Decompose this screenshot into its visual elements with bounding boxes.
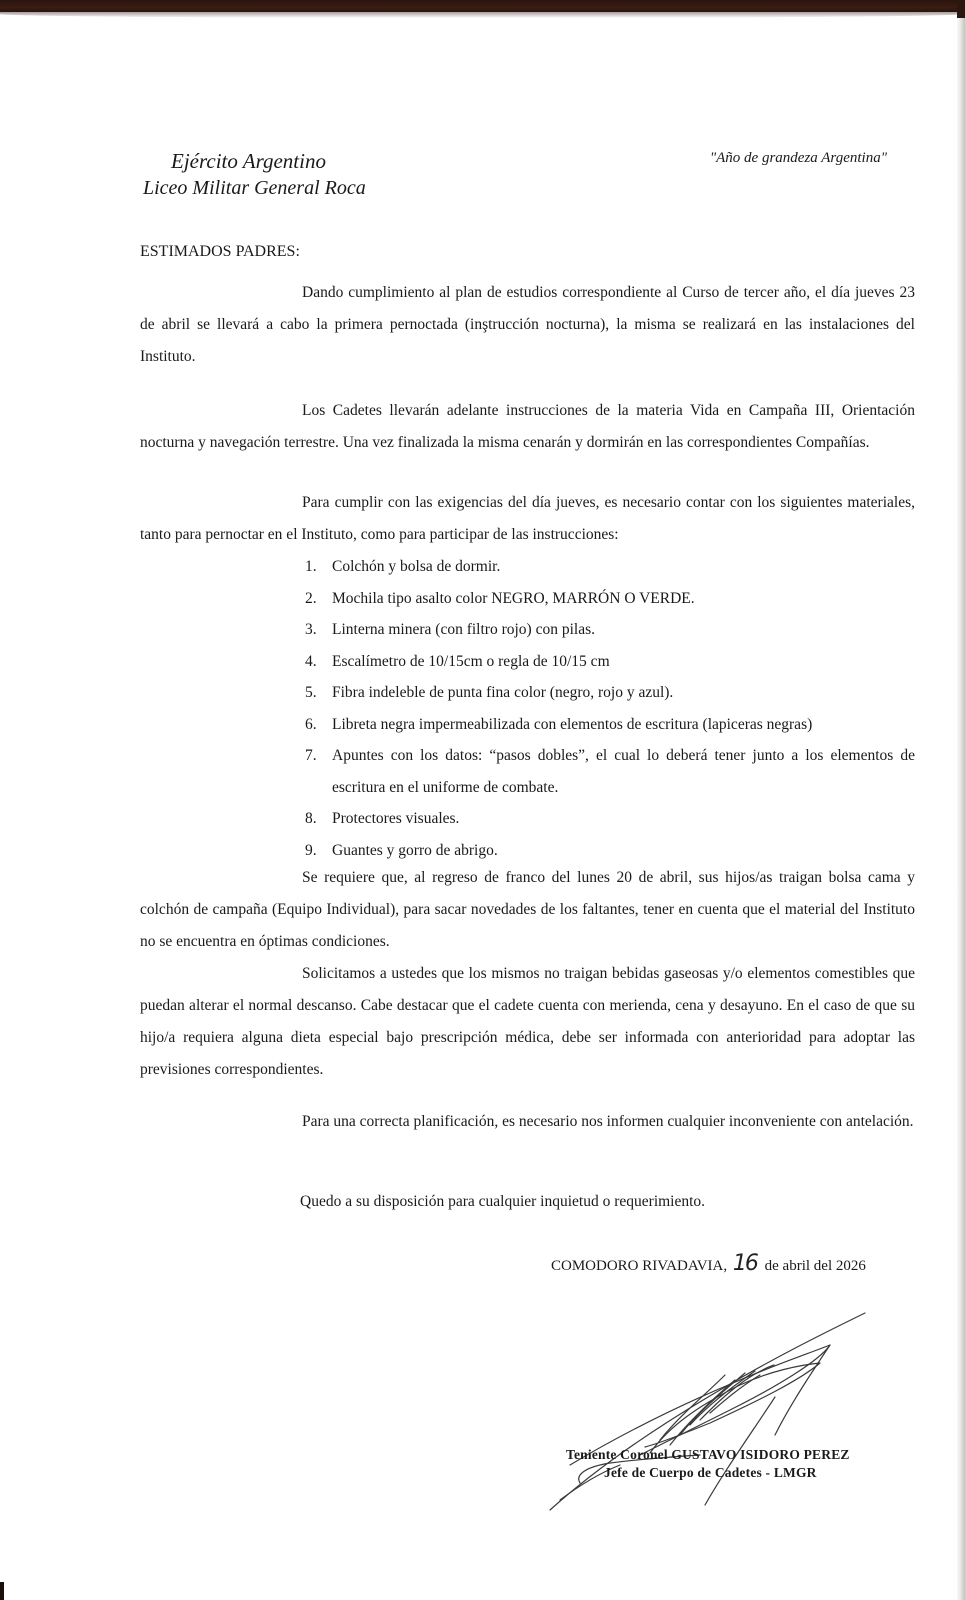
- paragraph: [140, 958, 915, 1086]
- list-number: 9.: [305, 841, 317, 859]
- paragraph: [140, 277, 915, 373]
- list-number: 2.: [305, 589, 317, 607]
- list-item: [305, 740, 915, 803]
- paragraph-text: Se requiere que, al regreso de franco del lunes 20 de abril, sus hijos/as traigan bolsa cama y colchón de campaña (Equipo Individual), para sacar novedades de los faltantes, tener en cuenta que el material del Instituto no se encuentra en óptimas condiciones.: [140, 869, 915, 950]
- list-item: [305, 646, 915, 678]
- paragraph: [140, 1104, 915, 1140]
- salutation: ESTIMADOS PADRES:: [140, 243, 300, 260]
- date-rest: de abril del 2026: [764, 1258, 866, 1274]
- signatory-role: Jefe de Cuerpo de Cadetes - LMGR: [604, 1465, 817, 1480]
- handwritten-signature: [540, 1305, 880, 1515]
- list-text: Mochila tipo asalto color NEGRO, MARRÓN O VERDE.: [332, 589, 695, 607]
- photo-corner: [957, 0, 965, 18]
- list-text: Protectores visuales.: [332, 810, 460, 827]
- paragraph-text: Los Cadetes llevarán adelante instrucciones de la materia Vida en Campaña III, Orientación nocturna y navegación terrestre. Una vez finalizada la misma cenarán y dormirán en las correspondientes Compañías.: [140, 402, 915, 451]
- place: COMODORO RIVADAVIA,: [551, 1258, 728, 1274]
- photo-right-edge: [957, 0, 965, 1600]
- institution-name: Liceo Militar General Roca: [143, 177, 366, 199]
- list-number: 5.: [305, 684, 317, 701]
- list-number: 8.: [305, 810, 317, 827]
- photo-corner: [0, 1582, 4, 1600]
- paragraph-text: Para cumplir con las exigencias del día jueves, es necesario contar con los siguientes materiales, tanto para pernoctar en el Instituto, como para participar de las instrucciones:: [140, 494, 915, 543]
- list-item: [305, 551, 915, 583]
- paragraph-text: Dando cumplimiento al plan de estudios correspondiente al Curso de tercer año, el día jueves 23 de abril se llevará a cabo la primera pernoctada (inştrucción nocturna), la misma se realizará en las instalaciones del Instituto.: [140, 284, 915, 365]
- paragraph: [140, 395, 915, 459]
- list-text: Colchón y bolsa de dormir.: [332, 558, 501, 575]
- year-motto: "Año de grandeza Argentina": [709, 150, 887, 166]
- list-number: 4.: [305, 652, 317, 670]
- list-text: Guantes y gorro de abrigo.: [332, 841, 498, 859]
- list-number: 3.: [305, 621, 317, 638]
- paragraph-text: Solicitamos a ustedes que los mismos no traigan bebidas gaseosas y/o elementos comestibles que puedan alterar el normal descanso. Cabe destacar que el cadete cuenta con merienda, cena y desayuno. En el caso de que su hijo/a requiera alguna dieta especial bajo prescripción médica, debe ser informada con anterioridad para adoptar las previsiones correspondientes.: [140, 965, 915, 1078]
- closing-line: Quedo a su disposición para cualquier inquietud o requerimiento.: [300, 1193, 706, 1210]
- list-item: [305, 677, 915, 709]
- paragraph: [140, 862, 915, 958]
- list-item: [305, 614, 915, 646]
- list-text: Apuntes con los datos: “pasos dobles”, el cual lo deberá tener junto a los elementos de escritura en el uniforme de combate.: [332, 747, 915, 796]
- materials-list: [305, 551, 915, 866]
- organization-name: Ejército Argentino: [171, 149, 326, 173]
- letterhead: [143, 148, 366, 202]
- list-number: 7.: [305, 747, 317, 764]
- list-text: Escalímetro de 10/15cm o regla de 10/15 cm: [332, 652, 610, 670]
- list-text: Fibra indeleble de punta fina color (negro, rojo y azul).: [332, 684, 674, 701]
- list-number: 6.: [305, 715, 317, 733]
- list-item: [305, 709, 915, 741]
- list-text: Linterna minera (con filtro rojo) con pilas.: [332, 621, 595, 638]
- place-date: [551, 1251, 866, 1276]
- signatory-name: Teniente Coronel GUSTAVO ISIDORO PEREZ: [566, 1447, 850, 1462]
- list-text: Libreta negra impermeabilizada con elementos de escritura (lapiceras negras): [332, 715, 813, 733]
- list-item: [305, 583, 915, 615]
- list-item: [305, 803, 915, 835]
- photo-top-edge: [0, 0, 965, 12]
- paragraph: [140, 487, 915, 551]
- paragraph-text: Para una correcta planificación, es necesario nos informen cualquier inconveniente con antelación.: [302, 1113, 914, 1130]
- list-number: 1.: [305, 558, 317, 575]
- handwritten-day: 16: [732, 1251, 757, 1276]
